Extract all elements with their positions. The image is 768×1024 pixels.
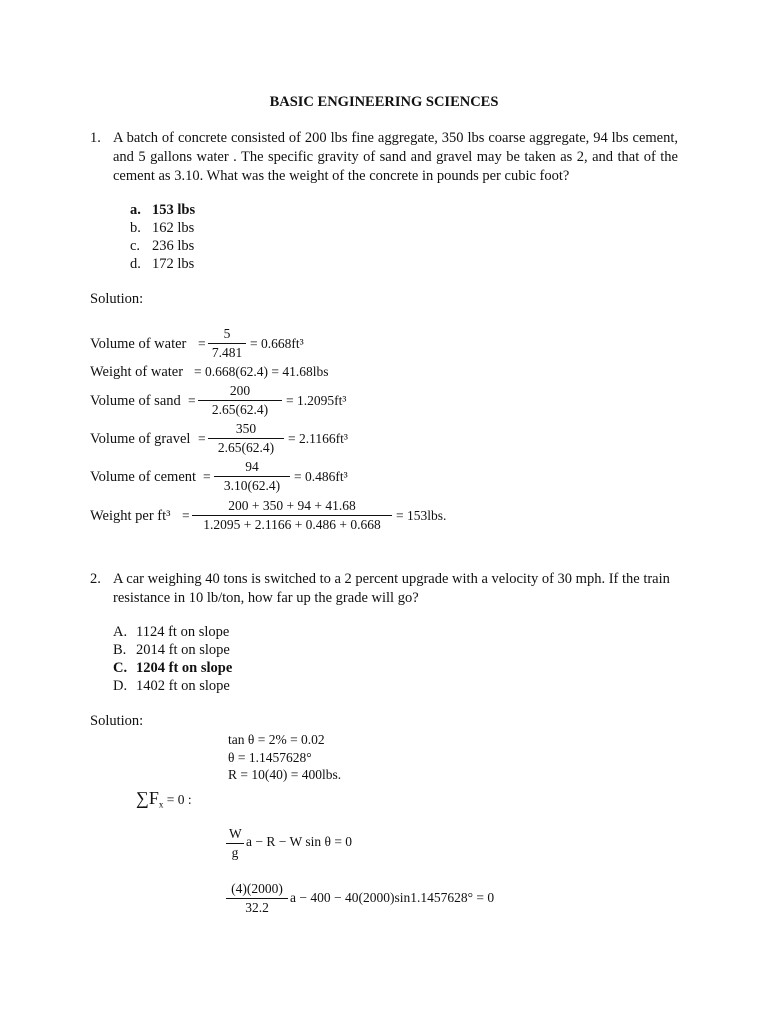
cement-volume-label: Volume of cement (90, 469, 197, 485)
denominator: g (231, 845, 239, 860)
q2-choice-a-text: 1124 ft on slope (136, 624, 230, 640)
q1-choice-d-text: 172 lbs (152, 256, 195, 272)
q1-choice-b-letter: b. (130, 220, 141, 236)
q2-choice-d-letter: D. (113, 678, 128, 694)
q1-choice-d-letter: d. (130, 256, 141, 272)
q1-choice-c-letter: c. (130, 238, 141, 254)
denominator: 32.2 (245, 900, 269, 915)
q2-solution-label: Solution: (90, 713, 144, 729)
sum-subscript: x (158, 799, 164, 810)
question-1-text: A batch of concrete consisted of 200 lbs fine aggregate, 350 lbs coarse aggregate, 94 lbs cement, and 5 gallons water . The specific gravity of sand and gravel may be taken as 2, and that of the cement as 3.10. What was the weight of the concrete in pounds per cubic foot? (113, 130, 678, 184)
q2-choice-b-text: 2014 ft on slope (136, 642, 230, 658)
equals-sign: = (203, 469, 211, 484)
sum-forces-equation (136, 788, 192, 810)
numerator: 350 (208, 421, 284, 439)
w-over-g-fraction (226, 826, 244, 861)
newton-equation-rest: a − R − W sin θ = 0 (246, 834, 353, 849)
substituted-equation-rest: a − 400 − 40(2000)sin1.1457628° = 0 (290, 890, 495, 905)
denominator: 3.10(62.4) (223, 478, 281, 493)
q2-choice-a-letter: A. (113, 624, 128, 640)
tan-theta-equation: tan θ = 2% = 0.02 (228, 732, 325, 747)
sand-volume-fraction (198, 383, 282, 418)
numerator: W (226, 826, 244, 844)
question-2-number: 2. (90, 571, 101, 587)
denominator: 1.2095 + 2.1166 + 0.486 + 0.668 (203, 517, 381, 532)
denominator: 2.65(62.4) (217, 440, 275, 455)
resistance-equation: R = 10(40) = 400lbs. (228, 767, 342, 782)
numerator: 200 + 350 + 94 + 41.68 (192, 498, 392, 516)
question-2-text: A car weighing 40 tons is switched to a 2 percent upgrade with a velocity of 30 mph. If the train resistance in 10 lb/ton, how far up the grade will go? (113, 571, 670, 606)
equals-sign: = (198, 431, 206, 446)
numerator: 200 (198, 383, 282, 401)
water-volume-label: Volume of water (90, 336, 187, 352)
q1-choice-a-text: 153 lbs (152, 202, 196, 218)
numerator: 94 (214, 459, 290, 477)
equals-sign: = (198, 336, 206, 351)
weight-per-ft3-result: = 153lbs. (396, 508, 447, 523)
cement-volume-fraction (214, 459, 290, 494)
q1-solution-label: Solution: (90, 291, 144, 307)
page-title: BASIC ENGINEERING SCIENCES (269, 94, 499, 110)
mass-fraction (226, 881, 288, 916)
gravel-volume-label: Volume of gravel (90, 431, 191, 447)
cement-volume-result: = 0.486ft³ (294, 469, 348, 484)
water-weight-label: Weight of water (90, 364, 184, 380)
denominator: 2.65(62.4) (211, 402, 269, 417)
q1-choice-a-letter: a. (130, 202, 141, 218)
sum-symbol: ∑F (136, 788, 159, 808)
sum-rest: = 0 : (163, 792, 192, 807)
water-volume-result: = 0.668ft³ (250, 336, 304, 351)
q1-choice-b-text: 162 lbs (152, 220, 195, 236)
sand-volume-label: Volume of sand (90, 393, 181, 409)
equals-sign: = (182, 508, 190, 523)
q1-choice-c-text: 236 lbs (152, 238, 195, 254)
question-1-number: 1. (90, 130, 101, 146)
gravel-volume-fraction (208, 421, 284, 456)
weight-per-ft3-fraction (192, 498, 392, 533)
water-weight-expression: = 0.668(62.4) = 41.68lbs (194, 364, 329, 379)
gravel-volume-result: = 2.1166ft³ (288, 431, 348, 446)
denominator: 7.481 (211, 345, 243, 360)
q2-choice-d-text: 1402 ft on slope (136, 678, 230, 694)
water-volume-fraction (208, 326, 246, 361)
q2-choice-c-text: 1204 ft on slope (136, 660, 233, 676)
numerator: 5 (208, 326, 246, 344)
q2-choice-c-letter: C. (113, 660, 128, 676)
sand-volume-result: = 1.2095ft³ (286, 393, 347, 408)
numerator: (4)(2000) (226, 881, 288, 899)
weight-per-ft3-label: Weight per ft³ (90, 508, 171, 524)
q2-choice-b-letter: B. (113, 642, 127, 658)
equals-sign: = (188, 393, 196, 408)
theta-equation: θ = 1.1457628° (228, 750, 312, 765)
